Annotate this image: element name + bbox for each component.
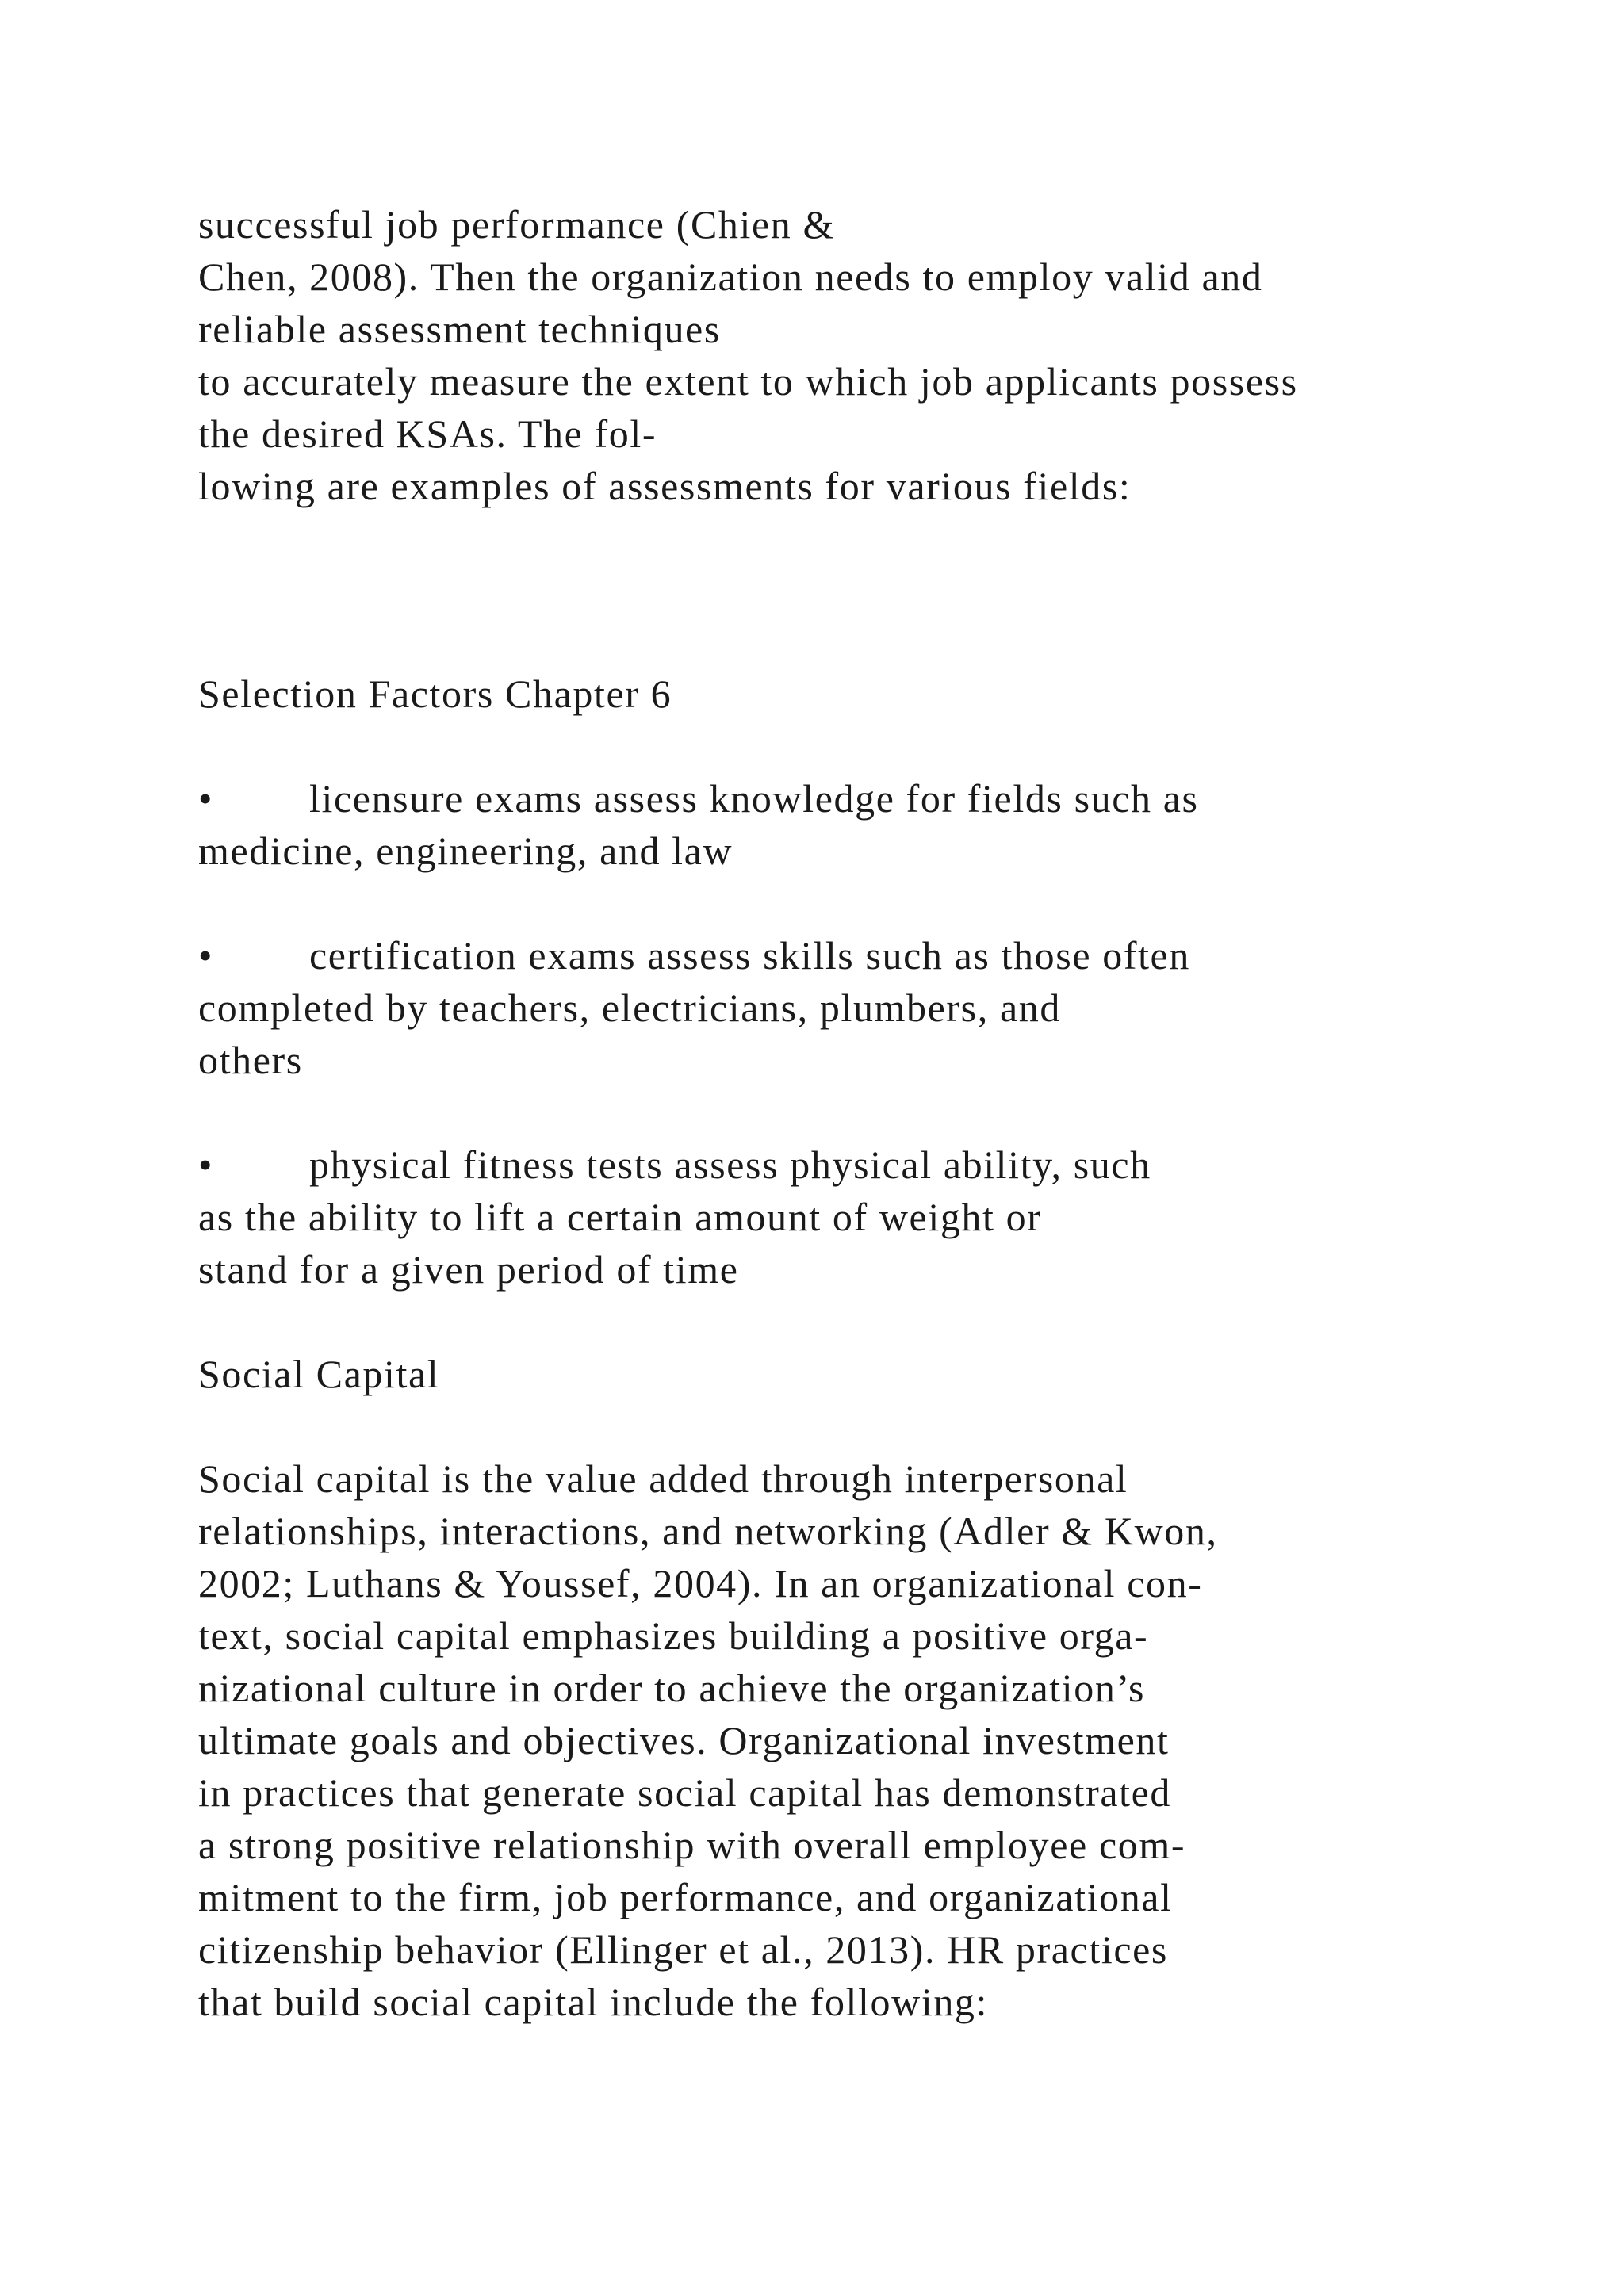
intro-line: lowing are examples of assessments for various fields: xyxy=(198,464,1132,508)
section-line: mitment to the firm, job performance, and organizational xyxy=(198,1875,1173,1919)
bullet-continuation: medicine, engineering, and law xyxy=(198,828,733,873)
bullet-item xyxy=(198,1142,1151,1187)
section-line: in practices that generate social capital has demonstrated xyxy=(198,1770,1172,1815)
running-header: Selection Factors Chapter 6 xyxy=(198,672,672,716)
bullet-text: physical fitness tests assess physical ability, such xyxy=(309,1142,1151,1187)
section-line: that build social capital include the following: xyxy=(198,1980,989,2024)
section-line: nizational culture in order to achieve the organization’s xyxy=(198,1666,1146,1710)
section-line: relationships, interactions, and networking (Adler & Kwon, xyxy=(198,1509,1218,1553)
bullet-continuation: others xyxy=(198,1038,303,1082)
intro-line: Chen, 2008). Then the organization needs to employ valid and xyxy=(198,254,1263,299)
bullet-marker: • xyxy=(198,776,214,821)
bullet-text: certification exams assess skills such as those often xyxy=(309,933,1190,978)
bullet-marker: • xyxy=(198,1142,214,1187)
section-line: a strong positive relationship with overall employee com- xyxy=(198,1823,1186,1867)
bullet-continuation: completed by teachers, electricians, plumbers, and xyxy=(198,985,1061,1030)
section-line: citizenship behavior (Ellinger et al., 2013). HR practices xyxy=(198,1927,1168,1972)
section-line: 2002; Luthans & Youssef, 2004). In an organizational con- xyxy=(198,1561,1203,1605)
bullet-continuation: as the ability to lift a certain amount of weight or xyxy=(198,1195,1042,1239)
section-line: ultimate goals and objectives. Organizational investment xyxy=(198,1718,1170,1762)
bullet-marker: • xyxy=(198,933,214,978)
intro-line: reliable assessment techniques xyxy=(198,307,721,351)
intro-line: to accurately measure the extent to which job applicants possess xyxy=(198,359,1298,404)
bullet-continuation: stand for a given period of time xyxy=(198,1247,739,1292)
intro-line: the desired KSAs. The fol- xyxy=(198,411,657,456)
section-heading: Social Capital xyxy=(198,1352,440,1396)
section-line: Social capital is the value added through interpersonal xyxy=(198,1456,1128,1501)
bullet-text: licensure exams assess knowledge for fields such as xyxy=(309,776,1199,821)
bullet-item xyxy=(198,933,1190,978)
section-line: text, social capital emphasizes building a positive orga- xyxy=(198,1613,1149,1658)
intro-line: successful job performance (Chien & xyxy=(198,202,835,247)
bullet-item xyxy=(198,776,1199,821)
